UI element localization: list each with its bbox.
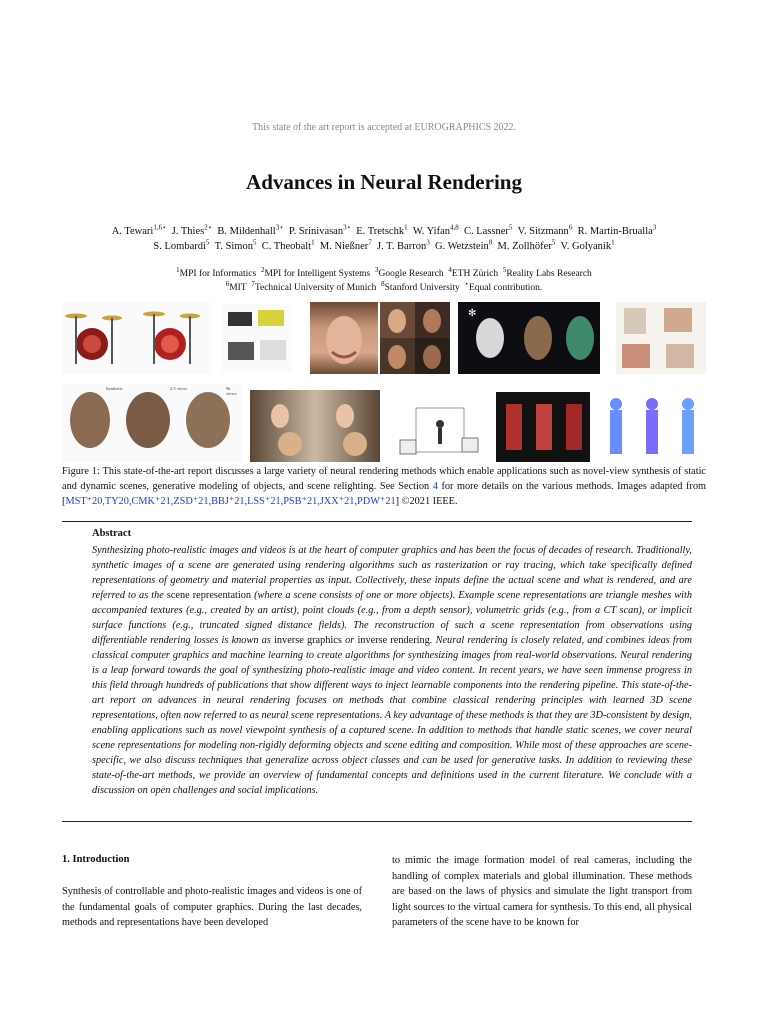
author-sup: 1 [404, 223, 408, 232]
author-2 [171, 223, 213, 237]
author-name: B. Mildenhall [217, 226, 276, 237]
affiliations [40, 267, 728, 295]
author-3 [217, 223, 284, 237]
affiliation-line-2 [40, 281, 728, 295]
affiliation-1 [225, 279, 247, 293]
citation-link[interactable]: BBJ⁺21 [211, 496, 245, 507]
citation-link[interactable]: JXX⁺21 [319, 496, 355, 507]
author-sup: 4,8 [449, 223, 459, 232]
affiliation-name: Stanford University [384, 283, 460, 293]
author-sup: 5 [205, 238, 210, 247]
drum-kit-image [62, 302, 212, 374]
abstract-part-3: or [341, 635, 358, 646]
author-sup: 3⋆ [343, 223, 351, 232]
affiliation-2 [251, 279, 377, 293]
affiliation-sup: 3 [375, 265, 379, 274]
citation-list: MST⁺20,TY20,CMK⁺21,ZSD⁺21,BBJ⁺21,LSS⁺21,PSB⁺21,JXX⁺21,PDW⁺21 [65, 496, 396, 507]
figure-caption [62, 464, 706, 509]
affiliation-sup: ⋆ [464, 279, 469, 288]
author-8 [560, 238, 615, 252]
citation-link[interactable]: PDW⁺21 [357, 496, 396, 507]
abstract-term-inverse-graphics: inverse graphics [274, 635, 342, 646]
author-8 [517, 223, 573, 237]
affiliation-name: MPI for Intelligent Systems [264, 269, 371, 279]
section-link[interactable]: 4 [432, 481, 438, 492]
citation-link[interactable]: MST⁺20 [65, 496, 103, 507]
affiliation-name: Google Research [378, 269, 444, 279]
body-mesh-image [598, 390, 706, 462]
svg-text:✻: ✻ [468, 308, 477, 319]
face-grid-image [380, 302, 450, 374]
affiliation-4 [448, 265, 499, 279]
head-reconstruction-image [62, 384, 242, 462]
citation-link[interactable]: PSB⁺21 [283, 496, 318, 507]
author-sup: 5 [508, 223, 513, 232]
author-name: V. Golyanik [560, 241, 612, 252]
citation-link[interactable]: CMK⁺21 [131, 496, 171, 507]
affiliation-sup: 8 [381, 279, 385, 288]
author-sup: 5 [551, 238, 556, 247]
affiliation-3 [375, 265, 444, 279]
affiliation-name: Technical University of Munich [254, 283, 377, 293]
author-sup: 8 [488, 238, 493, 247]
author-line-1 [40, 224, 728, 239]
author-sup: 6 [568, 223, 573, 232]
affiliation-sup: 6 [225, 279, 230, 288]
caption-text-2: for more details on the various methods. Images adapted from [ [62, 481, 706, 507]
author-sup: 5 [252, 238, 257, 247]
author-7 [463, 223, 513, 237]
author-1 [111, 223, 167, 237]
author-sup: 7 [368, 238, 372, 247]
author-4 [319, 238, 372, 252]
author-sup: 3⋆ [275, 223, 284, 232]
affiliation-name: MPI for Informatics [179, 269, 257, 279]
author-name: J. Thies [171, 226, 205, 237]
face-portrait-image [310, 302, 378, 374]
abstract-term-inverse-rendering: inverse rendering [357, 635, 430, 646]
intro-right-column: to mimic the image formation model of real cameras, including the handling of complex materials and global illumination. These methods are based on the laws of physics and simulate the light transport from light sources to the virtual camera for synthesis. To this end, all physical parameters of the scene have to be known for [392, 855, 692, 928]
author-name: M. Nießner [319, 241, 369, 252]
author-name: S. Lombardi [153, 241, 206, 252]
abstract-body [92, 543, 692, 798]
author-2 [214, 238, 257, 252]
author-3 [261, 238, 315, 252]
citation-link[interactable]: LSS⁺21 [247, 496, 281, 507]
author-5 [356, 223, 408, 237]
author-sup: 2⋆ [204, 223, 213, 232]
author-4 [288, 223, 351, 237]
affiliation-sup: 2 [260, 265, 265, 274]
chair-image [616, 302, 706, 374]
teaser-figure [62, 300, 706, 463]
affiliation-name: Reality Labs Research [506, 269, 592, 279]
caption-text: Figure 1: This state-of-the-art report discusses a large variety of neural rendering methods which enable applications such as novel-view synthesis of static and dynamic scenes, generative modeling of objects, and scene relighting. See Section [62, 466, 706, 492]
author-sup: 1 [611, 238, 615, 247]
abstract-bottom-rule [62, 821, 692, 822]
affiliation-sup: 7 [251, 279, 255, 288]
author-name: G. Wetzstein [434, 241, 489, 252]
author-name: T. Simon [214, 241, 253, 252]
abstract-part-4: . Neural rendering is closely related, and combines ideas from classical computer graphics and machine learning to create algorithms for synthesizing images from real-world observations. Neural rendering is a leap forward towards the goal of synthesizing photo-realistic image and video content. In recent years, we have seen immense progress in this field through hundreds of publications that show different ways to inject learnable components into the rendering pipeline. This state-of-the-art report on advances in neural rendering focuses on methods that combine classical rendering principles with learned 3D scene representations, often now referred to as neural scene representations. A key advantage of these methods is that they are 3D-consistent by design, enabling applications such as novel viewpoint synthesis of a captured scene. In addition to methods that handle static scenes, we cover neural scene representations for modeling non-rigidly deforming objects and scene editing and composition. While most of these approaches are scene-specific, we also discuss techniques that generalize across object classes and can be used for generative tasks. In addition to reviewing these state-of-the-art methods, we provide an overview of fundamental concepts and definitions used in the current literature. We conclude with a discussion on open challenges and social implications. [92, 635, 692, 796]
dancer-image [496, 392, 590, 462]
author-line-2 [40, 239, 728, 254]
affiliation-4 [464, 279, 543, 293]
author-name: M. Zollhöfer [497, 241, 552, 252]
author-name: R. Martin-Brualla [577, 226, 653, 237]
acceptance-notice: This state of the art report is accepted at EUROGRAPHICS 2022. [251, 122, 517, 133]
author-name: V. Sitzmann [517, 226, 569, 237]
author-name: E. Tretschk [356, 226, 405, 237]
affiliation-name: Equal contribution. [468, 283, 543, 293]
author-sup: 1,6⋆ [153, 223, 167, 232]
citation-link[interactable]: TY20 [104, 496, 129, 507]
author-name: C. Lassner [463, 226, 509, 237]
affiliation-5 [502, 265, 592, 279]
author-name: C. Theobalt [261, 241, 312, 252]
teaser-label-views-a: 2.5 views [170, 386, 188, 391]
abstract-term-scene-representation: scene representation [166, 590, 252, 601]
author-5 [377, 238, 430, 252]
teaser-label-views-b: 9k views [226, 386, 237, 396]
abstract-heading: Abstract [92, 528, 132, 539]
person-teddy-image [250, 390, 380, 462]
abstract-top-rule [62, 521, 692, 522]
abstract-part-1: Synthesizing photo-realistic images and videos is at the heart of computer graphics and has been the focus of decades of research. Traditionally, synthetic images of a scene are generated using rendering algorithms such as rasterization or ray tracing, which take specifically defined representations of geometry and material properties as input. Collectively, these inputs define the actual scene and what is rendered, and are referred to as the [92, 545, 692, 601]
author-sup: 1 [311, 238, 315, 247]
citation-link[interactable]: ZSD⁺21 [173, 496, 209, 507]
section-heading-introduction: 1. Introduction [62, 854, 130, 865]
intro-left-column: Synthesis of controllable and photo-realistic images and videos is one of the fundamental goals of computer graphics. During the last decades, methods and representations have been developed [62, 886, 362, 928]
affiliation-1 [176, 265, 257, 279]
author-1 [153, 238, 210, 252]
author-sup: 3 [652, 223, 657, 232]
affiliation-name: ETH Zürich [451, 269, 499, 279]
author-6 [412, 223, 459, 237]
camera-setup-diagram [396, 402, 484, 462]
author-7 [497, 238, 556, 252]
affiliation-2 [260, 265, 371, 279]
author-name: J. T. Barron [377, 241, 427, 252]
affiliation-sup: 1 [176, 265, 180, 274]
author-sup: 3 [426, 238, 430, 247]
affiliation-3 [381, 279, 460, 293]
affiliation-sup: 4 [448, 265, 452, 274]
abstract-part-2: (where a scene consists of one or more objects). Example scene representations are triangle meshes with accompanied textures (e.g., created by an artist), point clouds (e.g., from a depth sensor), volumetric grids (e.g., from a CT scan), or implicit surface functions (e.g., truncated signed distance fields). The reconstruction of such a scene representation from observations using differentiable rendering losses is known as [92, 590, 692, 646]
author-name: W. Yifan [412, 226, 450, 237]
author-name: A. Tewari [111, 226, 154, 237]
teaser-label-synthetic: Synthetic [106, 386, 123, 391]
pinecone-image [458, 302, 600, 374]
affiliation-name: MIT [229, 283, 247, 293]
author-9 [577, 223, 657, 237]
caption-text-3: ] ©2021 IEEE. [395, 496, 458, 507]
author-name: P. Srinivasan [288, 226, 344, 237]
paper-title: Advances in Neural Rendering [246, 170, 522, 194]
lego-image [222, 304, 292, 372]
author-list [40, 224, 728, 254]
affiliation-sup: 5 [502, 265, 507, 274]
author-6 [434, 238, 493, 252]
